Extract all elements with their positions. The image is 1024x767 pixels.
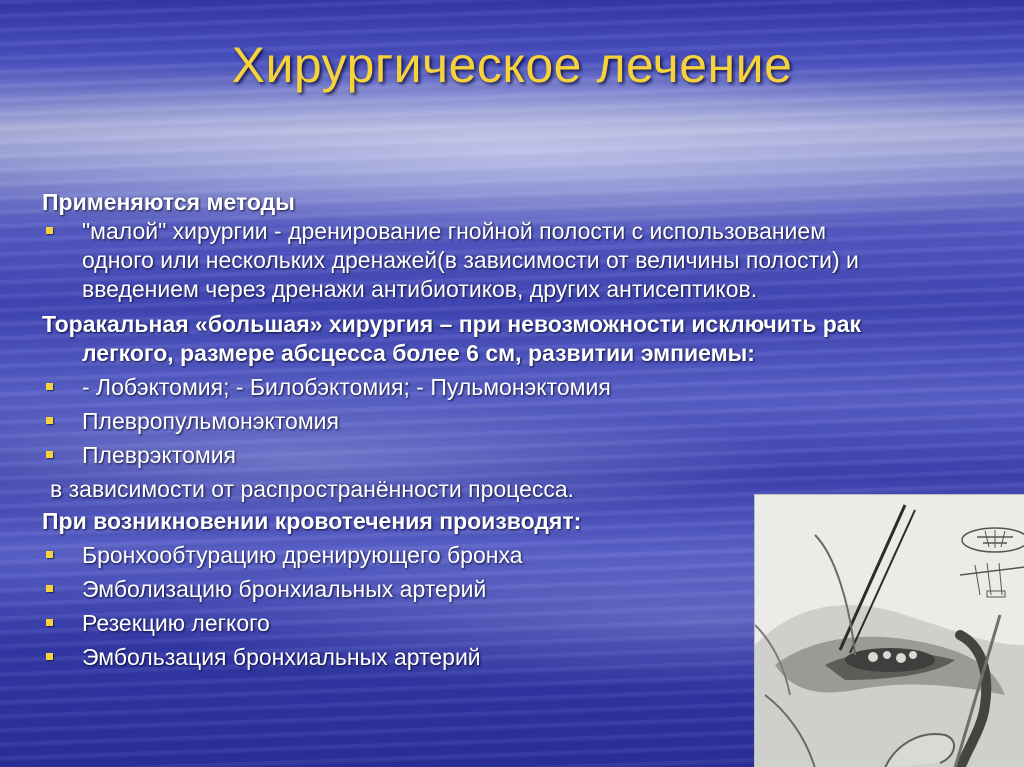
section-heading-bleeding: При возникновении кровотечения производят: [42,508,582,534]
section-heading-major-surgery: Торакальная «большая» хирургия – при невозможности исключить рак легкого, размере абсцесса более 6 см, развитии эмпиемы: [42,311,862,366]
list-item-text: Эмбользация бронхиальных артерий [82,644,481,670]
square-bullet-icon [46,383,53,390]
list-item-text: Эмболизацию бронхиальных артерий [82,576,487,602]
list-item [42,541,872,570]
square-bullet-icon [46,551,53,558]
square-bullet-icon [46,619,53,626]
square-bullet-icon [46,227,53,234]
surgical-illustration [754,494,1024,767]
section-heading-methods: Применяются методы [42,189,295,215]
slide-title: Хирургическое лечение [231,37,793,93]
list-item-text: Плевропульмонэктомия [82,408,339,434]
list-item [42,217,872,304]
square-bullet-icon [46,653,53,660]
list-item [42,643,872,672]
slide-content [42,188,872,672]
section-note: в зависимости от распространённости процесса. [50,476,575,502]
square-bullet-icon [46,585,53,592]
list-item-text: - Лобэктомия; - Билобэктомия; - Пульмонэктомия [82,374,611,400]
list-item-text: Резекцию легкого [82,610,270,636]
square-bullet-icon [46,451,53,458]
list-item [42,575,872,604]
list-item [42,609,872,638]
surgical-illustration-drawing [755,495,1024,767]
list-item-text: "малой" хирургии - дренирование гнойной полости с использованием одного или нескольких дренажей(в зависимости от величины полости) и введением через дренажи антибиотиков, других антисептиков. [82,218,859,302]
list-item-text: Бронхообтурацию дренирующего бронха [82,542,523,568]
list-item [42,441,872,470]
list-item-text: Плеврэктомия [82,442,236,468]
list-item [42,407,872,436]
list-item [42,373,872,402]
square-bullet-icon [46,417,53,424]
